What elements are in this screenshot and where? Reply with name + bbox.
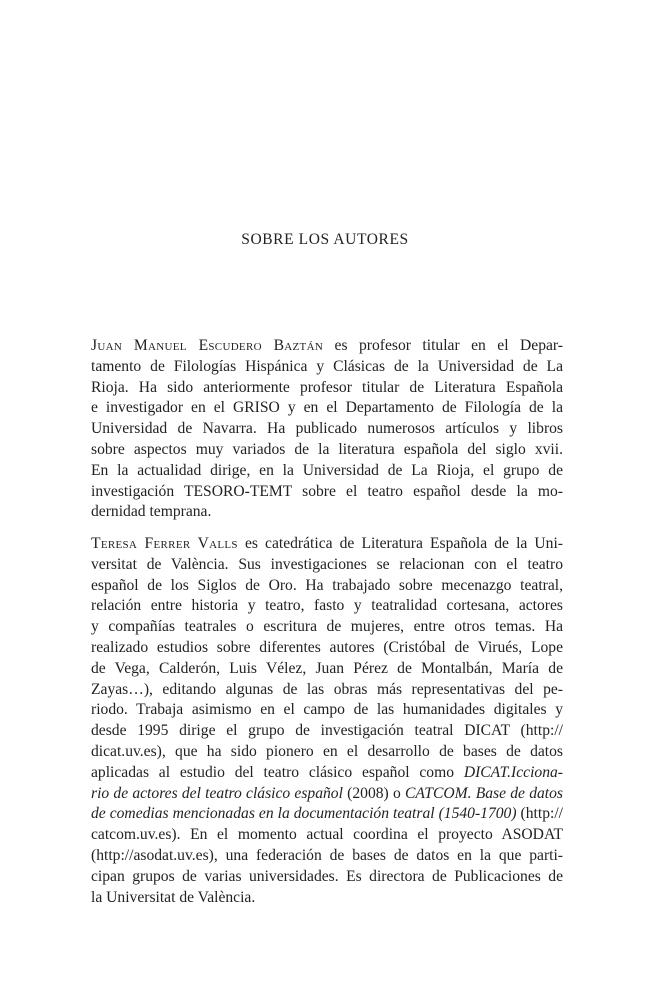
bio-text: es catedrática de Literatura Española de la Uni- [237,535,564,552]
bio-line [91,336,563,357]
bio-text: es profesor titular en el Depar- [323,337,563,354]
italic-title: DICAT.Icciona- [463,763,563,781]
bio-line: versitat de València. Sus investigaciones se relacionan con el teatro [91,555,563,573]
italic-title: rio de actores del teatro clásico español [91,784,343,802]
bio-line: cipan grupos de varias universidades. Es directora de Publicaciones de [91,867,563,885]
bio-line [91,784,563,805]
page-title: SOBRE LOS AUTORES [241,231,409,248]
bio-text: aplicadas al estudio del teatro clásico español como [91,763,464,781]
bio-line [91,763,563,784]
bio-line: la Universitat de València. [91,888,256,906]
bio-line: tamento de Filologías Hispánica y Clásicas de la Universidad de La [91,357,563,375]
bio-line: Universidad de Navarra. Ha publicado numerosos artículos y libros [91,420,563,438]
bio-line: catcom.uv.es). En el momento actual coordina el proyecto ASODAT [91,826,563,844]
bio-line: investigación TESORO-TEMT sobre el teatro español desde la mo- [91,482,563,500]
bio-line: Zayas…), editando algunas de las obras más representativas del pe- [91,680,563,698]
author-bio-ferrer [91,534,563,908]
bio-line: español de los Siglos de Oro. Ha trabajado sobre mecenazgo teatral, [91,576,563,594]
bio-line: dernidad temprana. [91,503,212,521]
bio-text: (2008) o [342,784,405,802]
author-name: Teresa Ferrer Valls [91,535,238,552]
italic-title: de comedias mencionadas en la documentación teatral (1540-1700) [91,805,517,823]
bio-line [91,804,563,825]
bio-line [91,534,563,555]
bio-line: dicat.uv.es), que ha sido pionero en el desarrollo de bases de datos [91,742,563,760]
bio-line: riodo. Trabaja asimismo en el campo de las humanidades digitales y [91,701,563,719]
italic-title: CATCOM. Base de datos [404,784,563,802]
bio-line: realizado estudios sobre diferentes autores (Cristóbal de Virués, Lope [91,638,563,656]
bio-line: sobre aspectos muy variados de la literatura española del siglo xvii. [91,440,563,458]
bio-line: desde 1995 dirige el grupo de investigación teatral DICAT (http:// [91,722,563,740]
bio-line: y compañías teatrales o escritura de mujeres, entre otros temas. Ha [91,618,563,636]
bio-line: (http://asodat.uv.es), una federación de bases de datos en la que parti- [91,846,563,864]
bio-line: Rioja. Ha sido anteriormente profesor titular de Literatura Española [91,378,563,396]
bio-line: de Vega, Calderón, Luis Vélez, Juan Pérez de Montalbán, María de [91,659,563,677]
bio-text: (http:// [516,805,563,823]
author-name: Juan Manuel Escudero Baztán [91,337,324,354]
author-bio-escudero [91,336,563,523]
bio-line: relación entre historia y teatro, fasto y teatralidad cortesana, actores [91,597,563,615]
bio-line: e investigador en el GRISO y en el Departamento de Filología de la [91,399,563,417]
bio-line: En la actualidad dirige, en la Universidad de La Rioja, el grupo de [91,461,563,479]
